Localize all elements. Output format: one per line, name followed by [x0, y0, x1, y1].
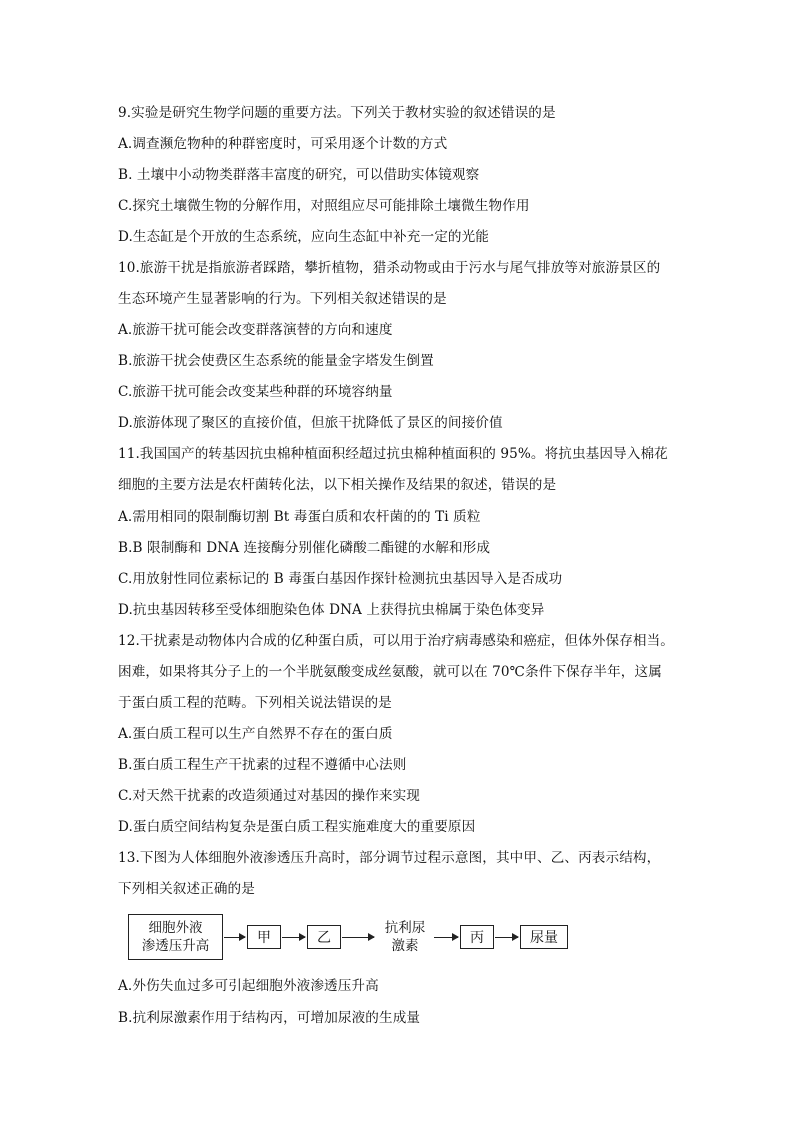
- q10-option-c: C.旅游干扰可能会改变某些种群的环境容纳量: [118, 384, 393, 400]
- q10-option-a: A.旅游干扰可能会改变群落演替的方向和速度: [118, 322, 393, 338]
- q11-option-c: C.用放射性同位素标记的 B 毒蛋白基因作探针检测抗虫基因导入是否成功: [118, 571, 563, 587]
- q10-option-d: D.旅游体现了聚区的直接价值，但旅干扰降低了景区的间接价值: [118, 415, 503, 431]
- diagram-end-box: 尿量: [520, 925, 568, 949]
- diagram-start-line1: 细胞外液: [148, 920, 203, 936]
- q13-stem-line2: 下列相关叙述正确的是: [118, 881, 255, 897]
- q9-stem: 9.实验是研究生物学问题的重要方法。下列关于教材实验的叙述错误的是: [118, 105, 556, 121]
- q12-stem-line3: 于蛋白质工程的范畴。下列相关说法错误的是: [118, 695, 392, 711]
- q12-option-d: D.蛋白质空间结构复杂是蛋白质工程实施难度大的重要原因: [118, 819, 476, 835]
- arrow-2: [282, 937, 305, 938]
- regulation-flow-diagram: [128, 910, 598, 966]
- q11-option-b: B.B 限制酶和 DNA 连接酶分别催化磷酸二酯键的水解和形成: [118, 540, 491, 556]
- q11-option-d: D.抗虫基因转移至受体细胞染色体 DNA 上获得抗虫棉属于染色体变异: [118, 602, 545, 618]
- q12-option-c: C.对天然干扰素的改造须通过对基因的操作来实现: [118, 788, 421, 804]
- arrow-3: [342, 937, 374, 938]
- q9-option-d: D.生态缸是个开放的生态系统，应向生态缸中补充一定的光能: [118, 229, 489, 245]
- diagram-hormone-label: [376, 919, 434, 955]
- q12-stem-line1: 12.干扰素是动物体内合成的亿种蛋白质，可以用于治疗病毒感染和癌症，但体外保存相当。: [118, 633, 674, 649]
- q9-option-c: C.探究土壤微生物的分解作用，对照组应尽可能排除土壤微生物作用: [118, 198, 530, 214]
- q12-option-b: B.蛋白质工程生产干扰素的过程不遵循中心法则: [118, 757, 407, 773]
- q9-option-a: A.调查濒危物种的种群密度时，可采用逐个计数的方式: [118, 136, 448, 152]
- arrow-4: [434, 937, 458, 938]
- q11-option-a: A.需用相同的限制酶切割 Bt 毒蛋白质和农杆菌的的 Ti 质粒: [118, 509, 481, 525]
- diagram-hormone-line2: 激素: [391, 938, 419, 954]
- diagram-hormone-line1: 抗利尿: [384, 920, 426, 936]
- q13-stem-line1: 13.下图为人体细胞外液渗透压升高时，部分调节过程示意图，其中甲、乙、丙表示结构，: [118, 850, 661, 866]
- diagram-node-jia: 甲: [247, 925, 281, 949]
- q13-option-a: A.外伤失血过多可引起细胞外液渗透压升高: [118, 978, 379, 994]
- q11-stem-line1: 11.我国国产的转基因抗虫棉种植面积经超过抗虫棉种植面积的 95%。将抗虫基因导入棉花: [118, 446, 668, 462]
- q11-stem-line2: 细胞的主要方法是农杆菌转化法，以下相关操作及结果的叙述，错误的是: [118, 477, 557, 493]
- arrow-5: [495, 937, 518, 938]
- arrow-1: [224, 937, 245, 938]
- q9-option-b: B. 土壤中小动物类群落丰富度的研究，可以借助实体镜观察: [118, 167, 480, 183]
- diagram-start-box: [128, 914, 223, 960]
- q10-stem-line2: 生态环境产生显著影响的行为。下列相关叙述错误的是: [118, 291, 447, 307]
- q12-option-a: A.蛋白质工程可以生产自然界不存在的蛋白质: [118, 726, 393, 742]
- q13-option-b: B.抗利尿激素作用于结构丙，可增加尿液的生成量: [118, 1010, 421, 1026]
- diagram-node-bing: 丙: [460, 925, 494, 949]
- diagram-start-line2: 渗透压升高: [141, 938, 210, 954]
- q10-option-b: B.旅游干扰会使费区生态系统的能量金字塔发生倒置: [118, 353, 434, 369]
- q10-stem-line1: 10.旅游干扰是指旅游者踩踏，攀折植物，猎杀动物或由于污水与尾气排放等对旅游景区的: [118, 260, 661, 276]
- q12-stem-line2: 困难，如果将其分子上的一个半胱氨酸变成丝氨酸，就可以在 70℃条件下保存半年，这属: [118, 664, 662, 680]
- diagram-node-yi: 乙: [307, 925, 341, 949]
